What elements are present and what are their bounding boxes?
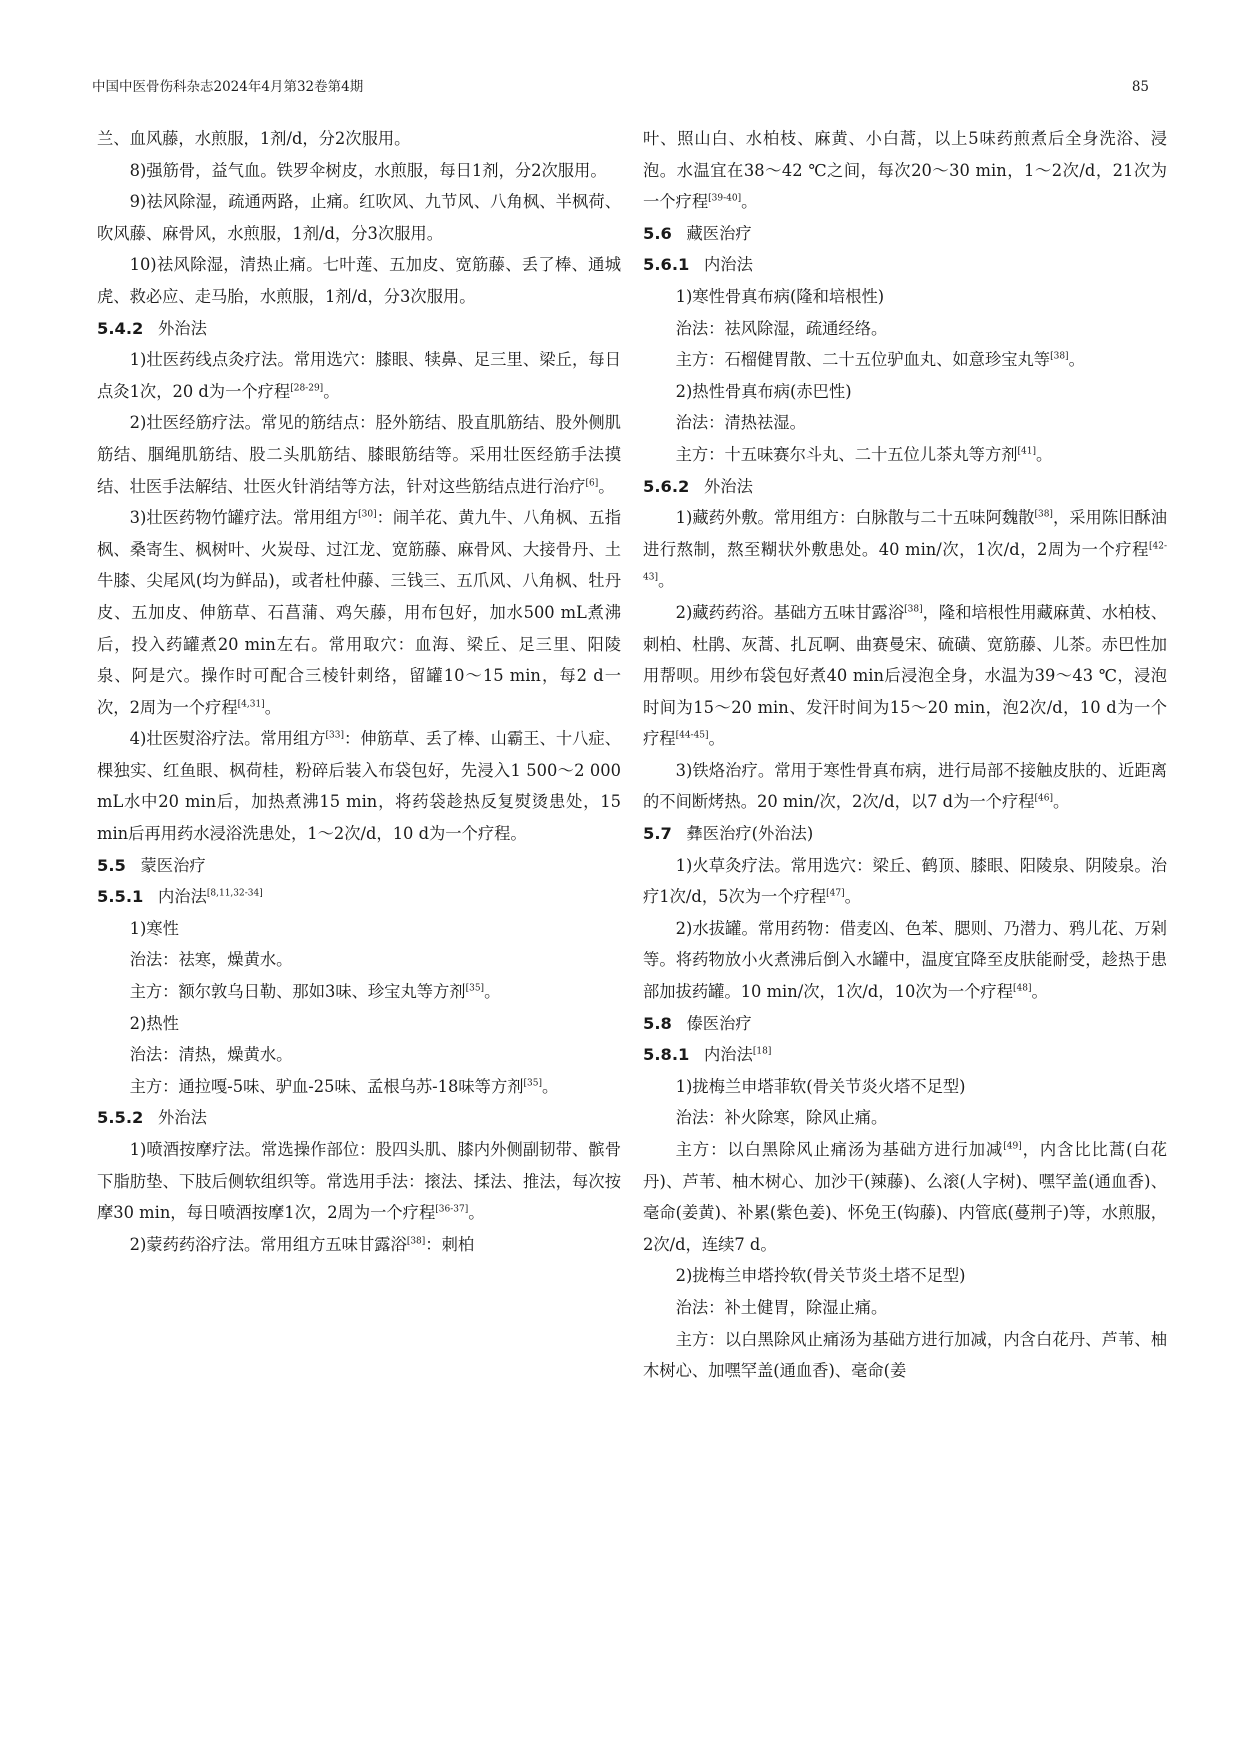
left-column	[97, 123, 621, 1260]
paragraph	[643, 755, 1167, 818]
section-number: 5.6	[643, 223, 672, 243]
citation: [38]	[1050, 351, 1069, 362]
paragraph-text: 主方：石榴健胃散、二十五位驴血丸、如意珍宝丸等	[675, 350, 1051, 370]
paragraph-text: 治法：清热，燥黄水。	[129, 1045, 293, 1065]
citation: [47]	[826, 888, 845, 899]
paragraph-text: 1)寒性骨真布病(隆和培根性)	[675, 286, 885, 306]
paragraph	[643, 597, 1167, 755]
paragraph-text: 主方：以白黑除风止痛汤为基础方进行加减	[675, 1140, 1004, 1159]
paragraph	[643, 344, 1167, 376]
paragraph-text: 2)拢梅兰申塔拎软(骨关节炎土塔不足型)	[675, 1266, 966, 1286]
section-heading	[643, 249, 1167, 281]
citation: [30]	[358, 509, 377, 520]
paragraph	[643, 281, 1167, 313]
section-title: 外治法	[704, 476, 753, 496]
paragraph	[643, 850, 1167, 913]
paragraph	[97, 1008, 621, 1040]
citation: [38]	[406, 1236, 426, 1247]
section-number: 5.8.1	[643, 1045, 690, 1065]
section-number: 5.5.1	[97, 887, 144, 907]
section-title: 外治法	[158, 1108, 207, 1128]
section-number: 5.5	[97, 855, 126, 875]
paragraph	[643, 439, 1167, 471]
paragraph-text: ：伸筋草、丢了棒、山霸王、十八症、棵独实、红鱼眼、枫荷桂，粉碎后装入布袋包好，先浸入1 500～2 000 mL水中20 min后，加热煮沸15 min，将药袋趁热反复熨烫患处，15 min后再用药水浸浴洗患处，1～2次/d，10 d为一个疗程。	[97, 729, 621, 844]
paragraph-text: 1)壮医药线点灸疗法。常用选穴：膝眼、犊鼻、足三里、梁丘，每日点灸1次，20 d为一个疗程	[97, 350, 621, 401]
paragraph-text: 3)铁烙治疗。常用于寒性骨真布病，进行局部不接触皮肤的、近距离的不间断烤热。20 min/次，2次/d，以7 d为一个疗程	[643, 760, 1167, 812]
paragraph-text: 9)祛风除湿，疏通两路，止痛。红吹风、九节风、八角枫、半枫荷、吹风藤、麻骨风，水煎服，1剂/d，分3次服用。	[97, 192, 621, 243]
paragraph-text: 主方：额尔敦乌日勒、那如3味、珍宝丸等方剂	[129, 982, 466, 1002]
paragraph	[97, 1039, 621, 1071]
paragraph	[97, 249, 621, 312]
citation: [4,31]	[237, 698, 265, 709]
section-title: 内治法	[704, 255, 753, 275]
paragraph-text: 2)水拔罐。常用药物：借麦凶、色苯、腮则、乃潜力、鸦儿花、万剁等。将药物放小火煮沸后倒入水罐中，温度宜降至皮肤能耐受，趁热于患部加拔药罐。10 min/次，1次/d，10次为一个疗程	[643, 918, 1167, 1002]
section-number: 5.4.2	[97, 318, 144, 338]
section-title: 藏医治疗	[686, 223, 752, 243]
paragraph-text: 叶、照山白、水柏枝、麻黄、小白蒿，以上5味药煎煮后全身洗浴、浸泡。水温宜在38～42 ℃之间，每次20～30 min，1～2次/d，21次为一个疗程	[643, 129, 1167, 212]
paragraph-text: 。	[264, 697, 281, 717]
paragraph	[643, 1260, 1167, 1292]
citation: [35]	[465, 983, 485, 994]
paragraph	[97, 1229, 621, 1261]
section-number: 5.8	[643, 1013, 672, 1033]
paragraph-text: 8)强筋骨，益气血。铁罗伞树皮，水煎服，每日1剂，分2次服用。	[129, 160, 607, 180]
paragraph-text: 1)寒性	[129, 918, 179, 938]
paragraph-text: 2)藏药药浴。基础方五味甘露浴	[675, 602, 905, 622]
citation: [8,11,32-34]	[206, 888, 263, 899]
journal-title: 中国中医骨伤科杂志2024年4月第32卷第4期	[92, 79, 364, 95]
paragraph	[97, 344, 621, 407]
paragraph	[97, 123, 621, 155]
paragraph	[97, 186, 621, 249]
section-heading	[643, 1008, 1167, 1040]
paragraph-text: 1)拢梅兰申塔菲软(骨关节炎火塔不足型)	[675, 1076, 966, 1096]
paragraph-text: 。	[741, 192, 758, 212]
paragraph-text: 1)藏药外敷。常用组方：白脉散与二十五味阿魏散	[675, 508, 1035, 528]
citation: [42-43]	[643, 540, 1167, 583]
paragraph	[643, 407, 1167, 439]
paragraph-text: 治法：清热祛湿。	[675, 413, 806, 433]
paragraph-text: 10)祛风除湿，清热止痛。七叶莲、五加皮、宽筋藤、丢了棒、通城虎、救必应、走马胎，水煎服，1剂/d，分3次服用。	[97, 255, 621, 306]
paragraph-text: 。	[484, 982, 501, 1002]
paragraph	[643, 1292, 1167, 1324]
page-number: 85	[1131, 79, 1149, 95]
paragraph	[97, 944, 621, 976]
paragraph-text: 治法：补土健胃，除湿止痛。	[675, 1297, 888, 1317]
paragraph-text: 1)火草灸疗法。常用选穴：梁丘、鹤顶、膝眼、阳陵泉、阴陵泉。治疗1次/d，5次为一个疗程	[643, 855, 1167, 907]
paragraph-text: 。	[542, 1076, 559, 1096]
paragraph-text: 。	[468, 1203, 485, 1223]
paragraph-text: ，内含比比蒿(白花丹)、芦苇、柚木树心、加沙干(辣藤)、么滚(人字树)、嘿罕盖(通血香)、毫命(姜黄)、补累(紫色姜)、怀免王(钩藤)、内管底(蔓荆子)等，水煎服，2次/d，连续7 d。	[643, 1140, 1167, 1254]
paragraph-text: 。	[708, 729, 725, 749]
paragraph-text: 。	[1053, 792, 1070, 812]
citation: [49]	[1003, 1141, 1022, 1152]
paragraph-text: 。	[844, 887, 861, 907]
citation: [36-37]	[435, 1204, 469, 1215]
paragraph-text: 主方：以白黑除风止痛汤为基础方进行加减，内含白花丹、芦苇、柚木树心、加嘿罕盖(通血香)、毫命(姜	[643, 1329, 1167, 1381]
section-title: 内治法	[158, 887, 207, 907]
running-header	[92, 74, 1149, 100]
paragraph-text: 治法：补火除寒，除风止痛。	[675, 1108, 888, 1128]
section-heading	[643, 818, 1167, 850]
section-title: 蒙医治疗	[140, 855, 206, 875]
citation: [38]	[904, 604, 923, 615]
paragraph-text: 治法：祛寒，燥黄水。	[129, 950, 293, 970]
paragraph-text: 4)壮医熨浴疗法。常用组方	[129, 729, 326, 749]
paragraph-text: 3)壮医药物竹罐疗法。常用组方	[129, 508, 359, 528]
section-heading	[97, 850, 621, 882]
citation: [41]	[1017, 446, 1036, 457]
paragraph	[643, 376, 1167, 408]
citation: [28-29]	[290, 383, 324, 393]
paragraph-text: ，采用陈旧酥油进行熬制，熬至糊状外敷患处。40 min/次，1次/d，2周为一个疗程	[643, 508, 1167, 559]
paragraph	[97, 723, 621, 849]
paragraph-text: 。	[1068, 350, 1085, 370]
paragraph-text: ：刺柏	[425, 1234, 475, 1254]
right-column	[643, 123, 1167, 1387]
citation: [38]	[1034, 509, 1053, 520]
paragraph	[97, 976, 621, 1008]
paragraph-text: ：闹羊花、黄九牛、八角枫、五指枫、桑寄生、枫树叶、火炭母、过江龙、宽筋藤、麻骨风、大接骨丹、土牛膝、尖尾风(均为鲜品)，或者杜仲藤、三钱三、五爪风、八角枫、牡丹皮、五加皮、伸筋草、石菖蒲、鸡矢藤，用布包好，加水500 mL煮沸后，投入药罐煮20 min左右。常用取穴：血海、梁丘、足三里、阳陵泉、阿是穴。操作时可配合三棱针刺络，留罐10～15 min，每2 d一次，2周为一个疗程	[97, 508, 621, 717]
paragraph-text: 。	[598, 476, 615, 496]
citation: [44-45]	[675, 730, 709, 741]
paragraph-text: ，隆和培根性用藏麻黄、水柏枝、刺柏、杜鹃、灰蒿、扎瓦啊、曲赛曼宋、硫磺、宽筋藤、儿茶。赤巴性加用帮呗。用纱布袋包好煮40 min后浸泡全身，水温为39～43 ℃，浸泡时间为15～20 min、发汗时间为15～20 min，泡2次/d，10 d为一个疗程	[643, 602, 1167, 749]
section-heading	[643, 218, 1167, 250]
section-heading	[643, 1039, 1167, 1071]
citation: [46]	[1034, 793, 1053, 804]
paragraph	[643, 1071, 1167, 1103]
citation: [35]	[523, 1078, 543, 1089]
paragraph-text: 。	[657, 571, 675, 591]
section-title: 外治法	[158, 318, 207, 338]
paragraph	[97, 407, 621, 502]
section-number: 5.6.2	[643, 476, 690, 496]
citation: [33]	[325, 730, 345, 741]
citation: [48]	[1013, 983, 1032, 994]
citation: [6]	[585, 477, 599, 488]
paragraph	[643, 1134, 1167, 1260]
paragraph	[97, 502, 621, 723]
section-number: 5.5.2	[97, 1108, 144, 1128]
paragraph	[97, 155, 621, 187]
section-title: 彝医治疗(外治法)	[686, 824, 814, 844]
section-title: 内治法	[704, 1045, 753, 1065]
section-heading	[643, 471, 1167, 503]
section-heading	[97, 881, 621, 913]
paragraph	[643, 1324, 1167, 1387]
section-number: 5.7	[643, 824, 672, 844]
citation: [39-40]	[708, 193, 742, 204]
paragraph-text: 。	[323, 381, 340, 401]
paragraph	[643, 123, 1167, 218]
paragraph-text: 。	[1036, 444, 1053, 464]
paragraph	[643, 313, 1167, 345]
paragraph-text: 主方：十五味赛尔斗丸、二十五位儿茶丸等方剂	[675, 444, 1018, 464]
paragraph-text: 2)蒙药药浴疗法。常用组方五味甘露浴	[129, 1234, 407, 1254]
paragraph	[97, 913, 621, 945]
paragraph	[97, 1071, 621, 1103]
section-title: 傣医治疗	[686, 1013, 752, 1033]
paragraph-text: 1)喷酒按摩疗法。常选操作部位：股四头肌、膝内外侧副韧带、髌骨下脂肪垫、下肢后侧软组织等。常选用手法：㨰法、揉法、推法，每次按摩30 min，每日喷酒按摩1次，2周为一个疗程	[97, 1140, 621, 1223]
paragraph-text: 治法：祛风除湿，疏通经络。	[675, 318, 888, 338]
paragraph-text: 主方：通拉嘎-5味、驴血-25味、孟根乌苏-18味等方剂	[129, 1076, 524, 1096]
paragraph-text: 2)热性	[129, 1013, 179, 1033]
paragraph-text: 2)热性骨真布病(赤巴性)	[675, 381, 852, 401]
section-number: 5.6.1	[643, 255, 690, 275]
paragraph-text: 兰、血风藤，水煎服，1剂/d，分2次服用。	[97, 129, 411, 148]
citation: [18]	[752, 1046, 772, 1057]
paragraph	[643, 502, 1167, 597]
section-heading	[97, 313, 621, 345]
section-heading	[97, 1102, 621, 1134]
paragraph-text: 2)壮医经筋疗法。常见的筋结点：胫外筋结、股直肌筋结、股外侧肌筋结、腘绳肌筋结、股二头肌筋结、膝眼筋结等。采用壮医经筋手法摸结、壮医手法解结、壮医火针消结等方法，针对这些筋结点进行治疗	[97, 413, 621, 496]
paragraph	[643, 1102, 1167, 1134]
paragraph	[643, 913, 1167, 1008]
paragraph-text: 。	[1031, 982, 1048, 1002]
paragraph	[97, 1134, 621, 1229]
